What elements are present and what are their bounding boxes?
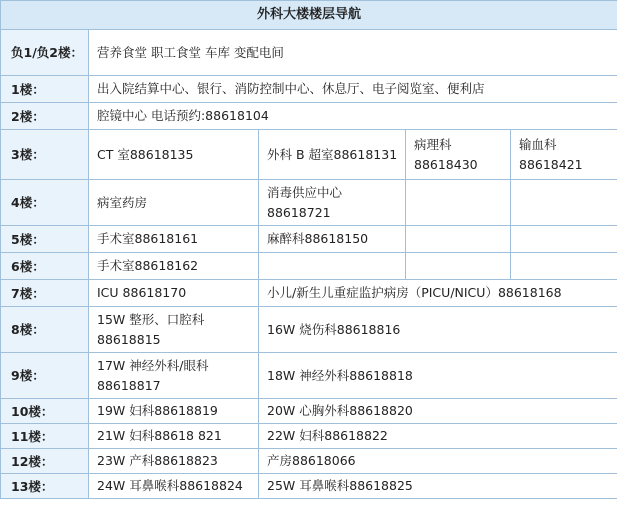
table-row [1, 353, 617, 399]
floor-content [511, 180, 617, 226]
floor-label: 13楼： [1, 474, 89, 499]
floor-label: 10楼： [1, 399, 89, 424]
floor-content: 18W 神经外科88618818 [259, 353, 617, 399]
floor-content: 24W 耳鼻喉科88618824 [89, 474, 259, 499]
table-row [1, 180, 617, 226]
table-row [1, 424, 617, 449]
table-title: 外科大楼楼层导航 [1, 1, 617, 30]
floor-content: 22W 妇科88618822 [259, 424, 617, 449]
floor-content: 16W 烧伤科88618816 [259, 307, 617, 353]
floor-label: 负1/负2楼： [1, 30, 89, 76]
floor-content: 输血科 88618421 [511, 130, 617, 180]
floor-content: 17W 神经外科/眼科 88618817 [89, 353, 259, 399]
floor-content: CT 室88618135 [89, 130, 259, 180]
floor-label: 4楼： [1, 180, 89, 226]
floor-label: 11楼： [1, 424, 89, 449]
table-row [1, 103, 617, 130]
floor-content: 手术室88618162 [89, 253, 259, 280]
floor-content [259, 253, 406, 280]
title-row [1, 1, 617, 30]
floor-content [511, 226, 617, 253]
floor-content: 麻醉科88618150 [259, 226, 406, 253]
floor-content [406, 180, 511, 226]
table-row [1, 253, 617, 280]
floor-content [406, 253, 511, 280]
table-row [1, 130, 617, 180]
table-row [1, 449, 617, 474]
floor-content: 21W 妇科88618 821 [89, 424, 259, 449]
floor-content: 15W 整形、口腔科 88618815 [89, 307, 259, 353]
floor-label: 1楼： [1, 76, 89, 103]
floor-label: 12楼： [1, 449, 89, 474]
table-row [1, 226, 617, 253]
floor-content: 产房88618066 [259, 449, 617, 474]
table-row [1, 399, 617, 424]
floor-label: 6楼： [1, 253, 89, 280]
table-row [1, 76, 617, 103]
floor-content: 营养食堂 职工食堂 车库 变配电间 [89, 30, 617, 76]
floor-content: 23W 产科88618823 [89, 449, 259, 474]
floor-content: 腔镜中心 电话预约:88618104 [89, 103, 617, 130]
floor-content: 出入院结算中心、银行、消防控制中心、休息厅、电子阅览室、便利店 [89, 76, 617, 103]
floor-content: 病室药房 [89, 180, 259, 226]
floor-label: 7楼： [1, 280, 89, 307]
floor-label: 8楼： [1, 307, 89, 353]
floor-content: 外科 B 超室88618131 [259, 130, 406, 180]
floor-label: 9楼： [1, 353, 89, 399]
floor-content: ICU 88618170 [89, 280, 259, 307]
floor-label: 5楼： [1, 226, 89, 253]
table-row [1, 30, 617, 76]
floor-content [406, 226, 511, 253]
floor-label: 2楼： [1, 103, 89, 130]
table-row [1, 474, 617, 499]
floor-content: 手术室88618161 [89, 226, 259, 253]
floor-label: 3楼： [1, 130, 89, 180]
table-row [1, 280, 617, 307]
floor-content: 病理科 88618430 [406, 130, 511, 180]
floor-content: 19W 妇科88618819 [89, 399, 259, 424]
table-row [1, 307, 617, 353]
floor-content [511, 253, 617, 280]
floor-content: 20W 心胸外科88618820 [259, 399, 617, 424]
floor-content: 25W 耳鼻喉科88618825 [259, 474, 617, 499]
floor-content: 消毒供应中心 88618721 [259, 180, 406, 226]
floor-content: 小儿/新生儿重症监护病房（PICU/NICU）88618168 [259, 280, 617, 307]
